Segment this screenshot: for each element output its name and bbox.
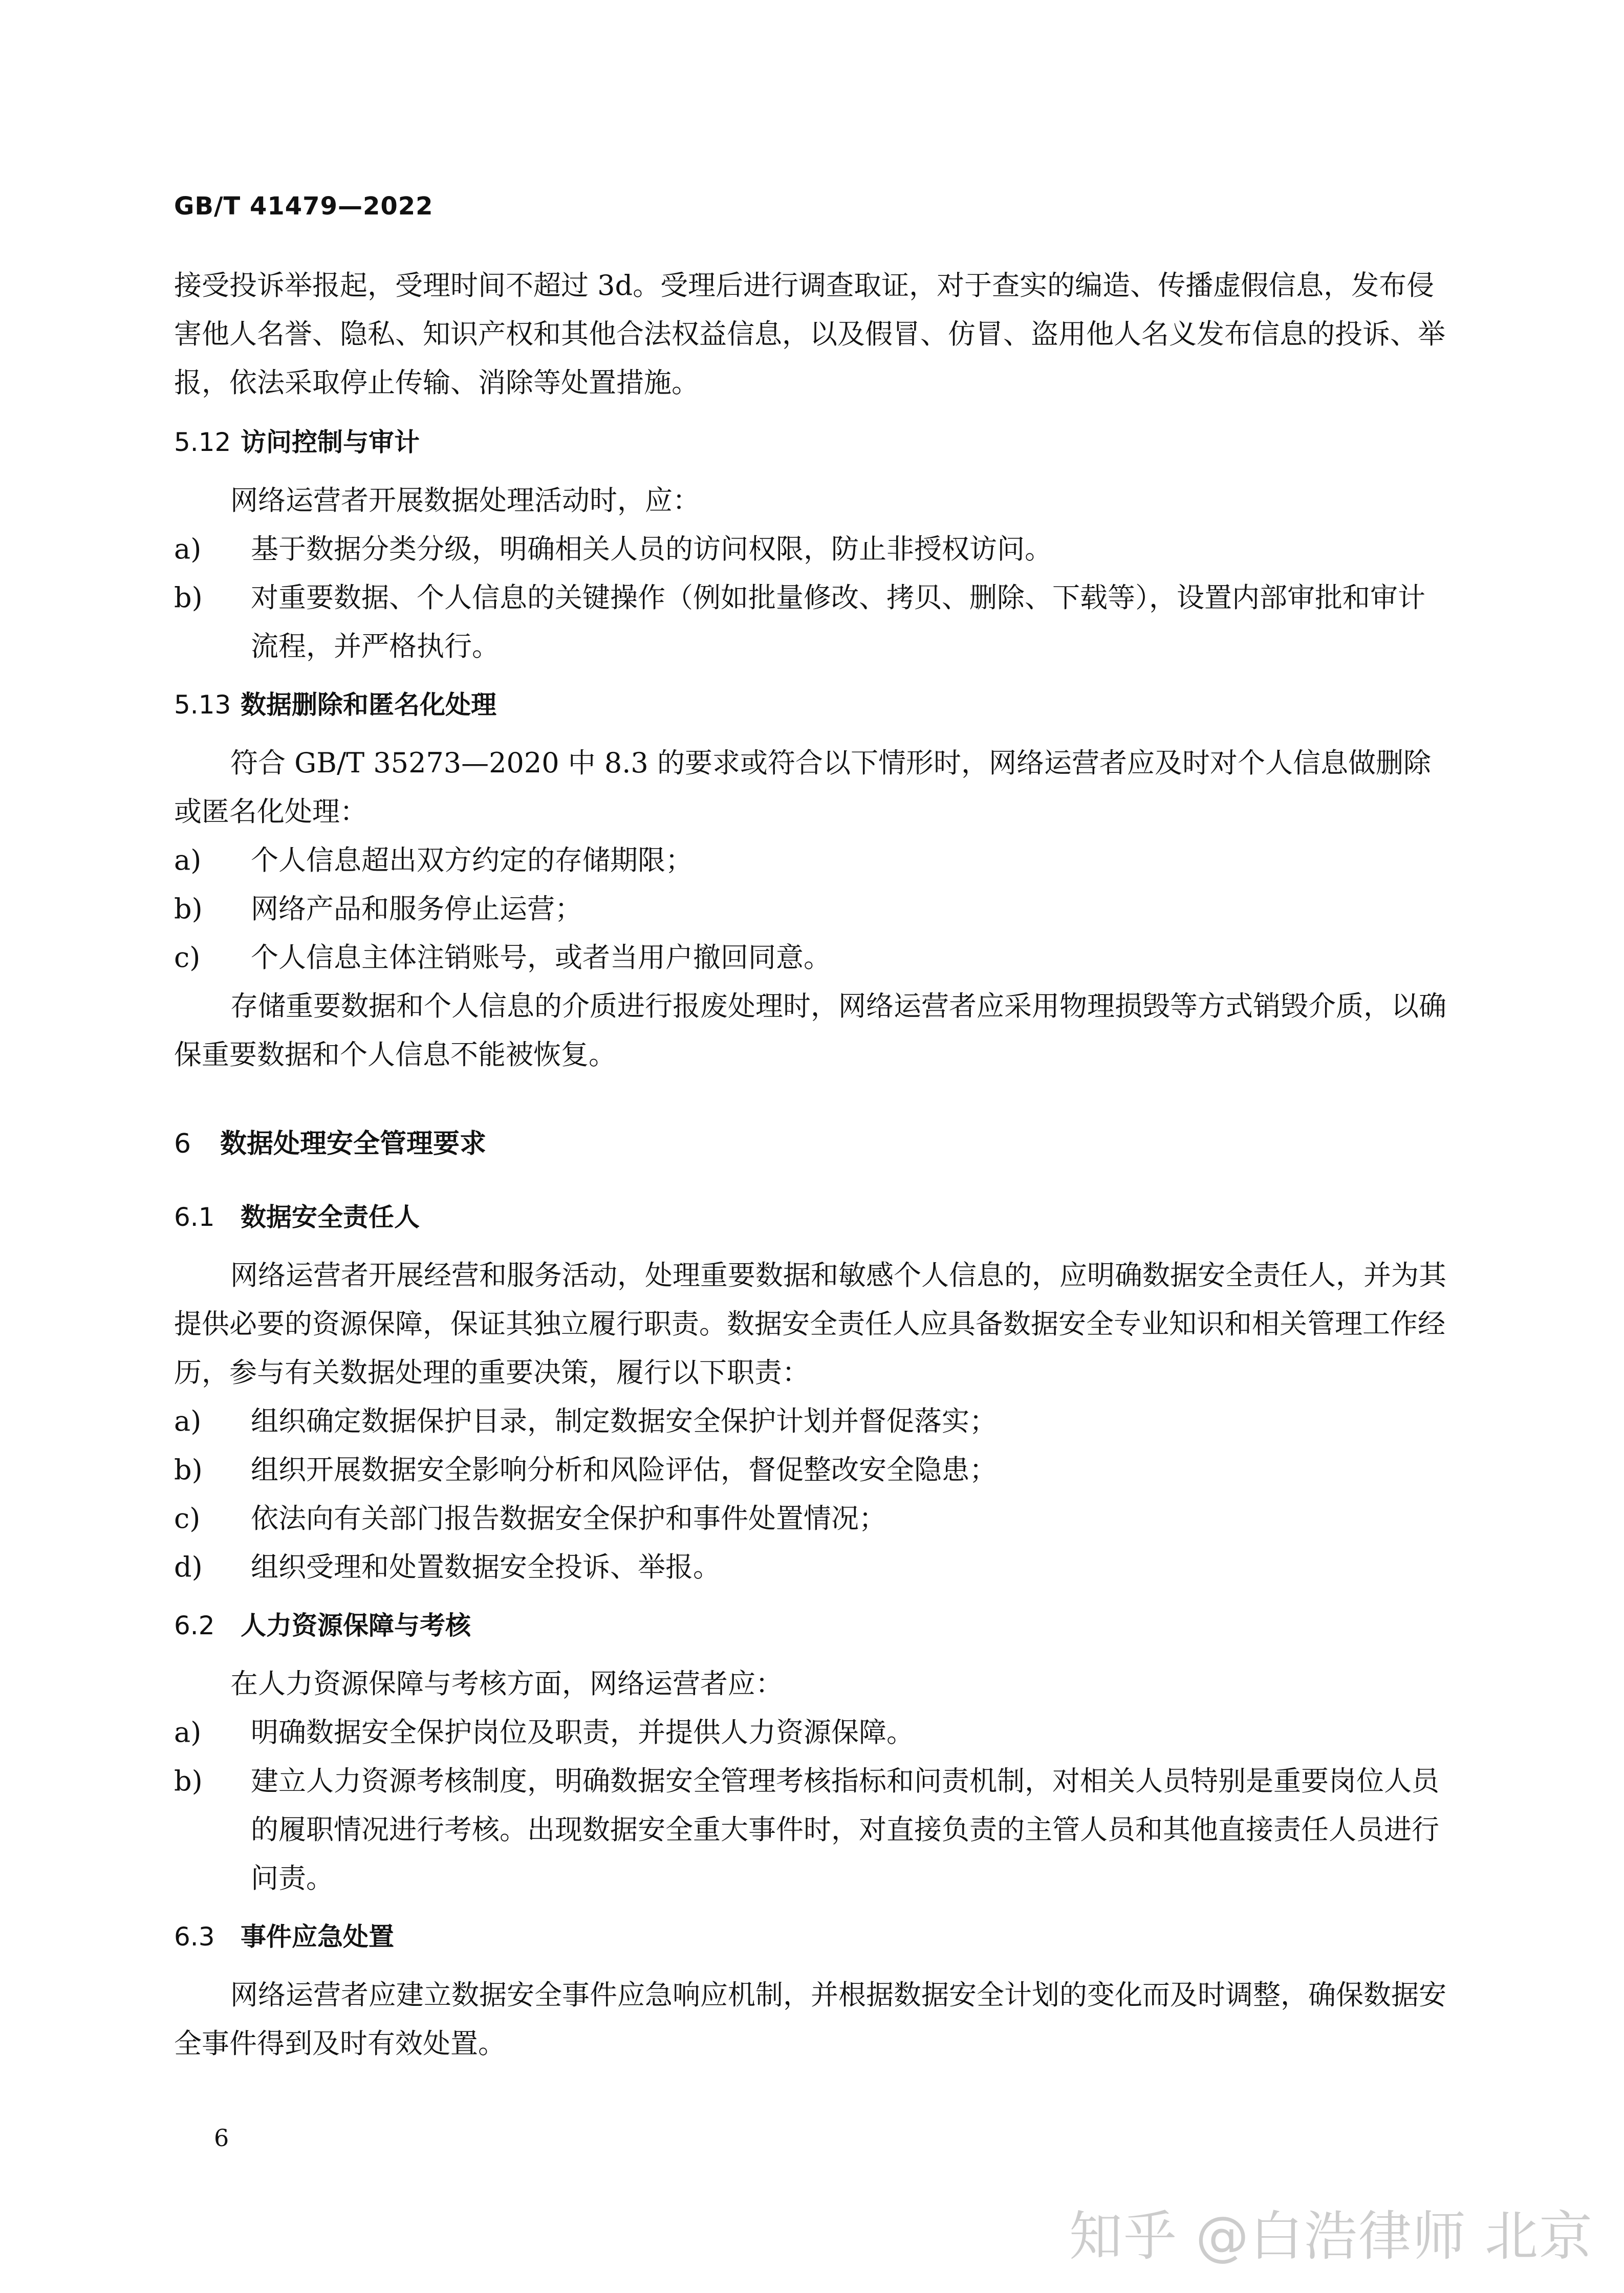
section-title: 人力资源保障与考核	[241, 1611, 471, 1640]
list-item	[174, 573, 1448, 670]
list-marker: b)	[174, 581, 203, 614]
list-marker: c)	[174, 1502, 201, 1534]
list-text: 依法向有关部门报告数据安全保护和事件处置情况；	[251, 1502, 886, 1534]
chapter-title: 数据处理安全管理要求	[220, 1129, 487, 1159]
list-marker: c)	[174, 941, 201, 974]
section-title: 访问控制与审计	[241, 427, 420, 457]
list-marker: a)	[174, 533, 202, 565]
section-title: 事件应急处置	[241, 1922, 394, 1952]
continued-paragraph: 接受投诉举报起，受理时间不超过 3d。受理后进行调查取证，对于查实的编造、传播虚假信息，发布侵害他人名誉、隐私、知识产权和其他合法权益信息，以及假冒、仿冒、盗用他人名义发布信息的投诉、举报，依法采取停止传输、消除等处置措施。	[174, 269, 1445, 399]
section-title: 数据删除和匿名化处理	[241, 690, 496, 720]
section-intro: 网络运营者开展经营和服务活动，处理重要数据和敏感个人信息的，应明确数据安全责任人，并为其提供必要的资源保障，保证其独立履行职责。数据安全责任人应具备数据安全专业知识和相关管理工作经历，参与有关数据处理的重要决策，履行以下职责：	[174, 1259, 1446, 1389]
list-item	[174, 1543, 1448, 1591]
section-intro: 网络运营者应建立数据安全事件应急响应机制，并根据数据安全计划的变化而及时调整，确保数据安全事件得到及时有效处置。	[174, 1979, 1446, 2060]
section-closing: 存储重要数据和个人信息的介质进行报废处理时，网络运营者应采用物理损毁等方式销毁介质，以确保重要数据和个人信息不能被恢复。	[174, 990, 1446, 1071]
list-text: 网络产品和服务停止运营；	[251, 893, 582, 925]
section-heading-6-3	[174, 1913, 1448, 1961]
chapter-number: 6	[174, 1129, 191, 1159]
section-heading-6-2	[174, 1602, 1448, 1650]
list-text: 组织确定数据保护目录，制定数据安全保护计划并督促落实；	[251, 1405, 997, 1437]
section-intro: 符合 GB/T 35273—2020 中 8.3 的要求或符合以下情形时，网络运营者应及时对个人信息做删除或匿名化处理：	[174, 747, 1431, 828]
section-intro: 在人力资源保障与考核方面，网络运营者应：	[230, 1668, 783, 1700]
section-title: 数据安全责任人	[241, 1202, 420, 1232]
list-item	[174, 836, 1448, 884]
section-number: 6.1	[174, 1202, 215, 1232]
section-number: 6.3	[174, 1922, 215, 1952]
section-heading-5-13	[174, 681, 1448, 729]
list-text: 对重要数据、个人信息的关键操作（例如批量修改、拷贝、删除、下载等），设置内部审批和审计流程，并严格执行。	[251, 581, 1425, 662]
list-item	[174, 1708, 1448, 1757]
list-marker: b)	[174, 893, 203, 925]
list-marker: b)	[174, 1454, 203, 1486]
list-item	[174, 1445, 1448, 1494]
section-heading-6-1	[174, 1193, 1448, 1242]
standard-code: GB/T 41479—2022	[174, 192, 434, 221]
list-item	[174, 1757, 1448, 1902]
list-text: 个人信息主体注销账号，或者当用户撤回同意。	[251, 941, 831, 974]
list-marker: a)	[174, 1716, 202, 1748]
list-marker: a)	[174, 1405, 202, 1437]
list-marker: a)	[174, 844, 202, 876]
watermark: 知乎 @白浩律师 北京	[1069, 2205, 1593, 2267]
list-marker: b)	[174, 1765, 203, 1797]
list-item	[174, 1397, 1448, 1445]
chapter-heading-6	[174, 1120, 1448, 1169]
page-number: 6	[214, 2124, 229, 2152]
list-item	[174, 525, 1448, 573]
list-item	[174, 884, 1448, 933]
list-item	[174, 1494, 1448, 1543]
list-marker: d)	[174, 1551, 203, 1583]
list-text: 基于数据分类分级，明确相关人员的访问权限，防止非授权访问。	[251, 533, 1052, 565]
section-number: 6.2	[174, 1611, 215, 1640]
list-text: 组织受理和处置数据安全投诉、举报。	[251, 1551, 721, 1583]
list-text: 建立人力资源考核制度，明确数据安全管理考核指标和问责机制，对相关人员特别是重要岗位人员的履职情况进行考核。出现数据安全重大事件时，对直接负责的主管人员和其他直接责任人员进行问责。	[251, 1765, 1439, 1894]
list-text: 明确数据安全保护岗位及职责，并提供人力资源保障。	[251, 1716, 914, 1748]
list-text: 组织开展数据安全影响分析和风险评估，督促整改安全隐患；	[251, 1454, 997, 1486]
page-header	[174, 192, 434, 221]
section-number: 5.12	[174, 427, 231, 457]
list-item	[174, 933, 1448, 982]
list-text: 个人信息超出双方约定的存储期限；	[251, 844, 693, 876]
section-heading-5-12	[174, 418, 1448, 467]
page-body	[174, 261, 1448, 2068]
section-number: 5.13	[174, 690, 231, 720]
section-intro: 网络运营者开展数据处理活动时，应：	[230, 484, 700, 516]
